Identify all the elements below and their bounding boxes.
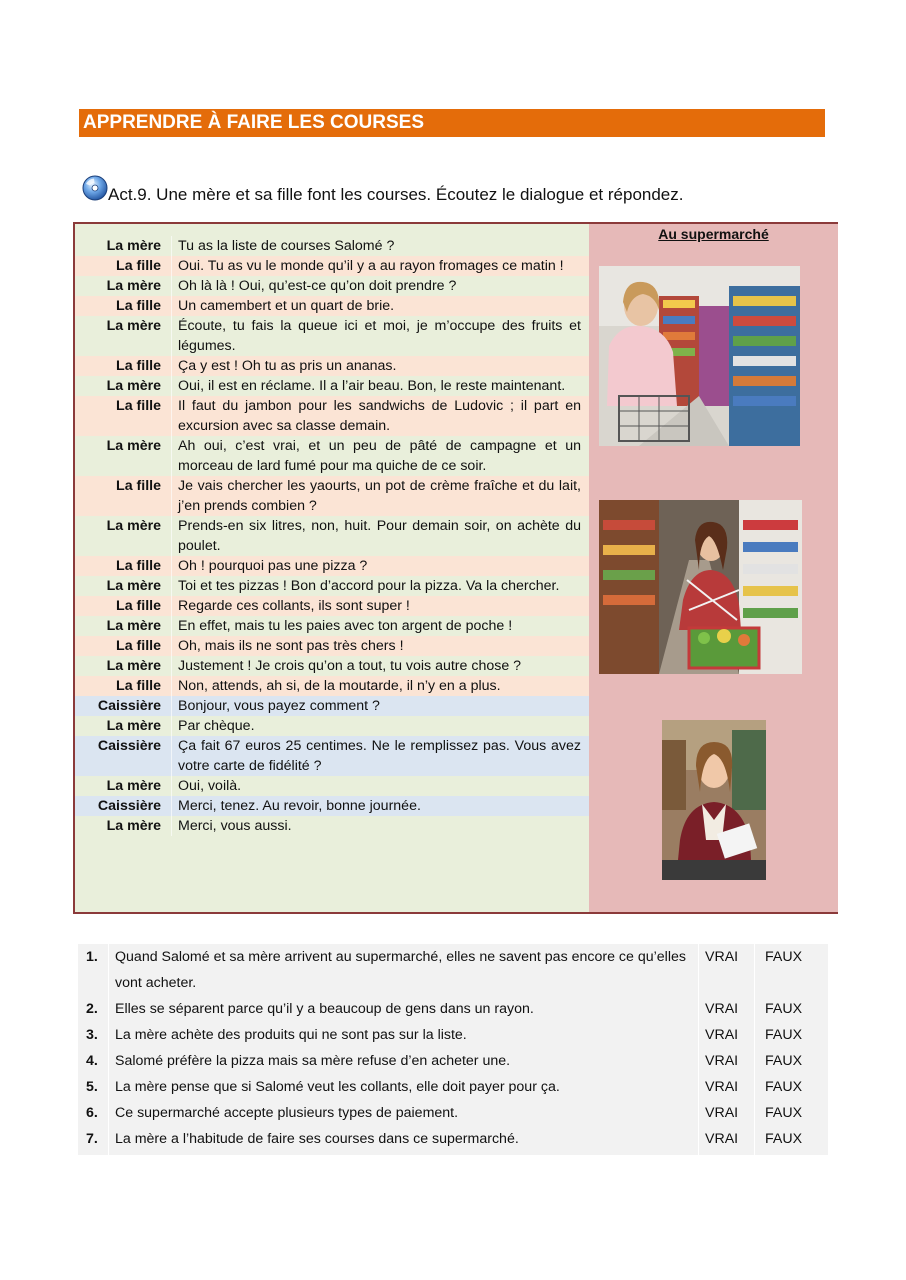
speaker-label: La mère — [106, 618, 161, 634]
activity-text: Act.9. Une mère et sa fille font les courses. Écoutez le dialogue et répondez. — [108, 185, 684, 204]
speaker-label: Caissière — [97, 698, 161, 714]
speaker-label: La fille — [116, 598, 161, 614]
dialogue-text: Prends-en six litres, non, huit. Pour demain soir, on achète du poulet. — [171, 516, 589, 556]
vrai-option[interactable]: VRAI — [705, 1131, 739, 1147]
faux-option[interactable]: FAUX — [765, 1027, 803, 1043]
dialogue-line — [75, 816, 589, 836]
dialogue-text: Il faut du jambon pour les sandwichs de Ludovic ; il part en excursion avec sa classe demain. — [171, 396, 589, 436]
dialogue-text: Merci, tenez. Au revoir, bonne journée. — [171, 796, 589, 816]
speaker-label: La fille — [116, 678, 161, 694]
question-statement: La mère pense que si Salomé veut les collants, elle doit payer pour ça. — [115, 1079, 560, 1095]
dialogue-text: Oui, voilà. — [171, 776, 589, 796]
dialogue-text: Oh ! pourquoi pas une pizza ? — [171, 556, 589, 576]
dialogue-text: Ah oui, c’est vrai, et un peu de pâté de campagne et un morceau de lard fumé pour ma quiche de ce soir. — [171, 436, 589, 476]
dialogue-line — [75, 616, 589, 636]
cd-icon[interactable] — [82, 175, 108, 201]
dialogue-line — [75, 276, 589, 296]
dialogue-line — [75, 316, 589, 356]
photo-girl-grocery-aisle — [599, 500, 802, 674]
speaker-label: La fille — [116, 558, 161, 574]
question-number: 4. — [86, 1053, 98, 1069]
faux-option[interactable]: FAUX — [765, 1053, 803, 1069]
question-number: 6. — [86, 1105, 98, 1121]
speaker-label: La mère — [106, 778, 161, 794]
speaker-label: La fille — [116, 298, 161, 314]
speaker-label: La mère — [106, 378, 161, 394]
vrai-option[interactable]: VRAI — [705, 1053, 739, 1069]
dialogue-text: Un camembert et un quart de brie. — [171, 296, 589, 316]
speaker-label: La mère — [106, 238, 161, 254]
question-number: 5. — [86, 1079, 98, 1095]
speaker-label: La mère — [106, 658, 161, 674]
speaker-label: La fille — [116, 358, 161, 374]
speaker-label: Caissière — [97, 738, 161, 754]
dialogue-text: Tu as la liste de courses Salomé ? — [171, 236, 589, 256]
question-number: 3. — [86, 1027, 98, 1043]
photo-woman-shopping-cart — [599, 266, 800, 446]
true-false-questions — [78, 944, 828, 1155]
dialogue-text: En effet, mais tu les paies avec ton argent de poche ! — [171, 616, 589, 636]
dialogue-text: Par chèque. — [171, 716, 589, 736]
speaker-label: Caissière — [97, 798, 161, 814]
speaker-label: La mère — [106, 578, 161, 594]
dialogue-line — [75, 696, 589, 716]
vrai-option[interactable]: VRAI — [705, 1079, 739, 1095]
vrai-option[interactable]: VRAI — [705, 1105, 739, 1121]
faux-option[interactable]: FAUX — [765, 1001, 803, 1017]
dialogue-text: Je vais chercher les yaourts, un pot de crème fraîche et du lait, j’en prends combien ? — [171, 476, 589, 516]
dialogue-text: Justement ! Je crois qu’on a tout, tu vois autre chose ? — [171, 656, 589, 676]
dialogue-line — [75, 736, 589, 776]
question-statement: La mère achète des produits qui ne sont pas sur la liste. — [115, 1027, 467, 1043]
speaker-label: La mère — [106, 718, 161, 734]
dialogue-line — [75, 796, 589, 816]
dialogue-line — [75, 596, 589, 616]
speaker-label: La mère — [106, 438, 161, 454]
dialogue-line — [75, 476, 589, 516]
vrai-option[interactable]: VRAI — [705, 1027, 739, 1043]
dialogue-line — [75, 676, 589, 696]
question-number: 7. — [86, 1131, 98, 1147]
question-statement: Elles se séparent parce qu’il y a beaucoup de gens dans un rayon. — [115, 1001, 534, 1017]
question-number: 2. — [86, 1001, 98, 1017]
speaker-label: La mère — [106, 518, 161, 534]
question-statement: La mère a l’habitude de faire ses courses dans ce supermarché. — [115, 1131, 519, 1147]
dialogue-table — [73, 222, 838, 914]
photo-cashier — [662, 720, 766, 880]
dialogue-line — [75, 296, 589, 316]
dialogue-line — [75, 576, 589, 596]
question-number: 1. — [86, 949, 98, 965]
dialogue-text: Bonjour, vous payez comment ? — [171, 696, 589, 716]
dialogue-text: Merci, vous aussi. — [171, 816, 589, 836]
faux-option[interactable]: FAUX — [765, 1079, 803, 1095]
dialogue-text: Non, attends, ah si, de la moutarde, il n’y en a plus. — [171, 676, 589, 696]
dialogue-text: Ça y est ! Oh tu as pris un ananas. — [171, 356, 589, 376]
dialogue-lines — [75, 224, 589, 836]
dialogue-text: Oh là là ! Oui, qu’est-ce qu’on doit prendre ? — [171, 276, 589, 296]
dialogue-line — [75, 776, 589, 796]
dialogue-line — [75, 656, 589, 676]
dialogue-line — [75, 256, 589, 276]
speaker-label: La fille — [116, 638, 161, 654]
speaker-label: La mère — [106, 278, 161, 294]
dialogue-text: Toi et tes pizzas ! Bon d’accord pour la pizza. Va la chercher. — [171, 576, 589, 596]
faux-option[interactable]: FAUX — [765, 1105, 803, 1121]
dialogue-text: Oh, mais ils ne sont pas très chers ! — [171, 636, 589, 656]
dialogue-line — [75, 636, 589, 656]
speaker-label: La mère — [106, 818, 161, 834]
dialogue-text: Ça fait 67 euros 25 centimes. Ne le remplissez pas. Vous avez votre carte de fidélité ? — [171, 736, 589, 776]
speaker-label: La mère — [106, 318, 161, 334]
dialogue-text: Oui, il est en réclame. Il a l’air beau. Bon, le reste maintenant. — [171, 376, 589, 396]
vrai-option[interactable]: VRAI — [705, 949, 739, 965]
speaker-label: La fille — [116, 478, 161, 494]
vrai-option[interactable]: VRAI — [705, 1001, 739, 1017]
dialogue-text: Écoute, tu fais la queue ici et moi, je m’occupe des fruits et légumes. — [171, 316, 589, 356]
dialogue-line — [75, 716, 589, 736]
dialogue-line — [75, 396, 589, 436]
question-statement: Ce supermarché accepte plusieurs types de paiement. — [115, 1105, 459, 1121]
dialogue-line — [75, 556, 589, 576]
speaker-label: La fille — [116, 258, 161, 274]
dialogue-line — [75, 236, 589, 256]
speaker-label: La fille — [116, 398, 161, 414]
faux-option[interactable]: FAUX — [765, 949, 803, 965]
dialogue-text: Oui. Tu as vu le monde qu’il y a au rayon fromages ce matin ! — [171, 256, 589, 276]
picture-column — [589, 224, 838, 912]
dialogue-line — [75, 436, 589, 476]
page-title: APPRENDRE À FAIRE LES COURSES — [79, 109, 825, 137]
question-statement: Quand Salomé et sa mère arrivent au supermarché, elles ne savent pas encore ce qu’elles vont acheter. — [115, 949, 686, 991]
dialogue-line — [75, 376, 589, 396]
question-statement: Salomé préfère la pizza mais sa mère refuse d’en acheter une. — [115, 1053, 511, 1069]
dialogue-text: Regarde ces collants, ils sont super ! — [171, 596, 589, 616]
faux-option[interactable]: FAUX — [765, 1131, 803, 1147]
dialogue-line — [75, 356, 589, 376]
dialogue-line — [75, 516, 589, 556]
side-heading: Au supermarché — [658, 226, 769, 242]
